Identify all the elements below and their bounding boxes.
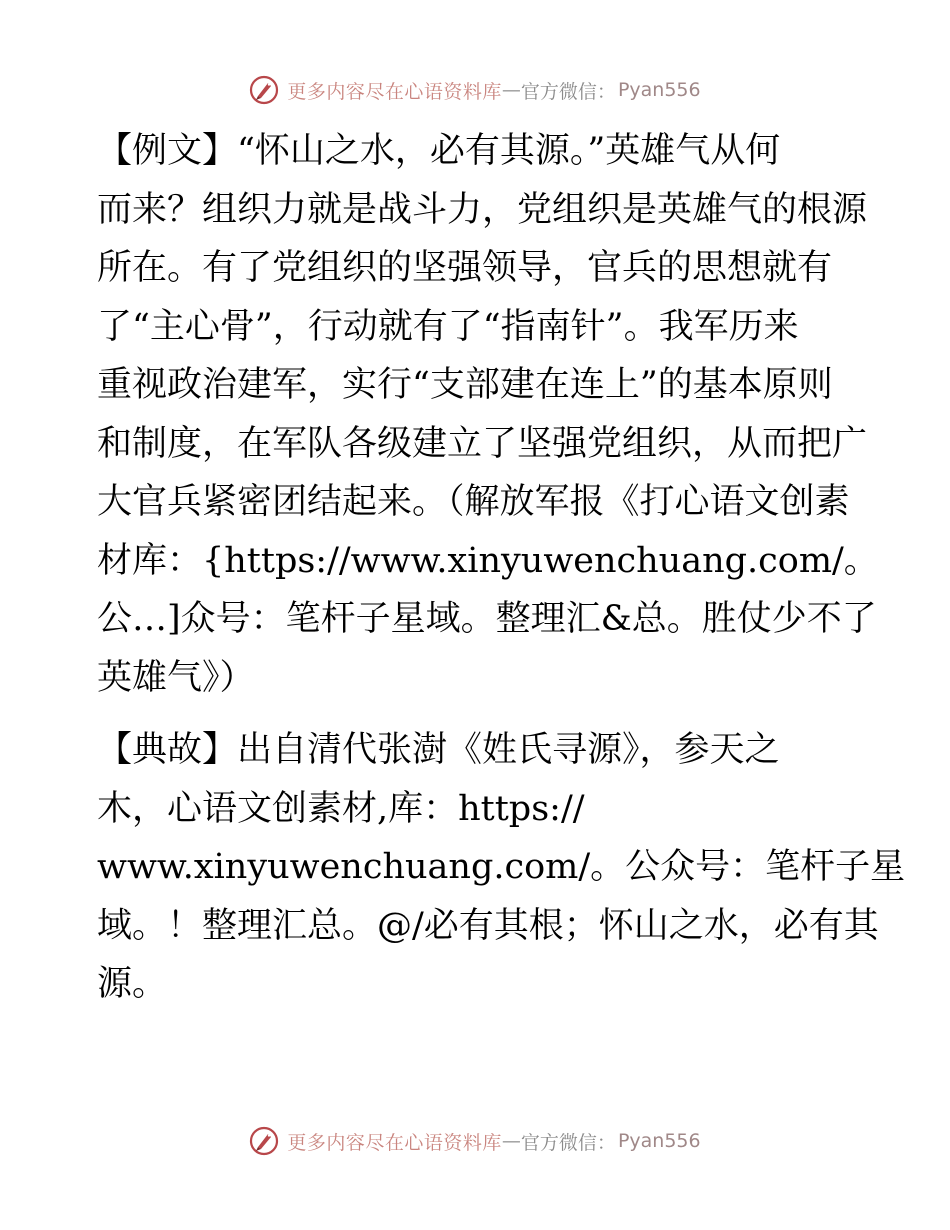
text-line: 大官兵紧密团结起来。（解放军报《打心语文创素 bbox=[97, 482, 850, 522]
text-line: 重视政治建军，实行“支部建在连上”的基本原则 bbox=[97, 365, 833, 405]
text-line: 材库：{https://www.xinyuwenchuang.com/。 bbox=[97, 540, 879, 581]
example-paragraph bbox=[97, 122, 879, 707]
brand-text: 更多内容尽在心语资料库 bbox=[287, 80, 502, 103]
red-pen-nib-logo-icon bbox=[249, 75, 279, 105]
text-line: 源。 bbox=[97, 964, 168, 1004]
text-line: 和制度，在军队各级建立了坚强党组织，从而把广 bbox=[97, 423, 868, 464]
text-line: 【典故】出自清代张澍《姓氏寻源》，参天之 bbox=[97, 730, 780, 770]
banner-dash: — bbox=[501, 1130, 521, 1152]
wechat-id: Pyan556 bbox=[617, 79, 701, 101]
official-wechat-label: 官方微信： bbox=[520, 1131, 616, 1154]
red-pen-nib-logo-icon bbox=[249, 1126, 279, 1156]
text-line: 而来？组织力就是战斗力，党组织是英雄气的根源 bbox=[97, 189, 868, 230]
document-body bbox=[97, 122, 906, 1014]
text-line: 域。！整理汇总。@/必有其根；怀山之水，必有其 bbox=[97, 905, 879, 946]
text-line: 【例文】“怀山之水，必有其源。”英雄气从何 bbox=[97, 131, 781, 171]
text-line: 英雄气》） bbox=[97, 657, 255, 698]
text-line: www.xinyuwenchuang.com/。公众号：笔杆子星 bbox=[97, 847, 906, 887]
brand-text: 更多内容尽在心语资料库 bbox=[287, 1131, 502, 1154]
banner-dash: — bbox=[501, 79, 521, 101]
text-line: 所在。有了党组织的坚强领导，官兵的思想就有 bbox=[97, 248, 833, 288]
header-banner bbox=[0, 70, 950, 110]
text-line: 了“主心骨”，行动就有了“指南针”。我军历来 bbox=[97, 306, 799, 347]
wechat-id: Pyan556 bbox=[617, 1130, 701, 1152]
allusion-paragraph bbox=[97, 721, 906, 1014]
text-line: 公…]众号：笔杆子星域。整理汇&总。胜仗少不了 bbox=[97, 599, 877, 639]
official-wechat-label: 官方微信： bbox=[520, 80, 616, 103]
text-line: 木，心语文创素材,库：https:// bbox=[97, 788, 585, 829]
footer-banner bbox=[0, 1121, 950, 1161]
